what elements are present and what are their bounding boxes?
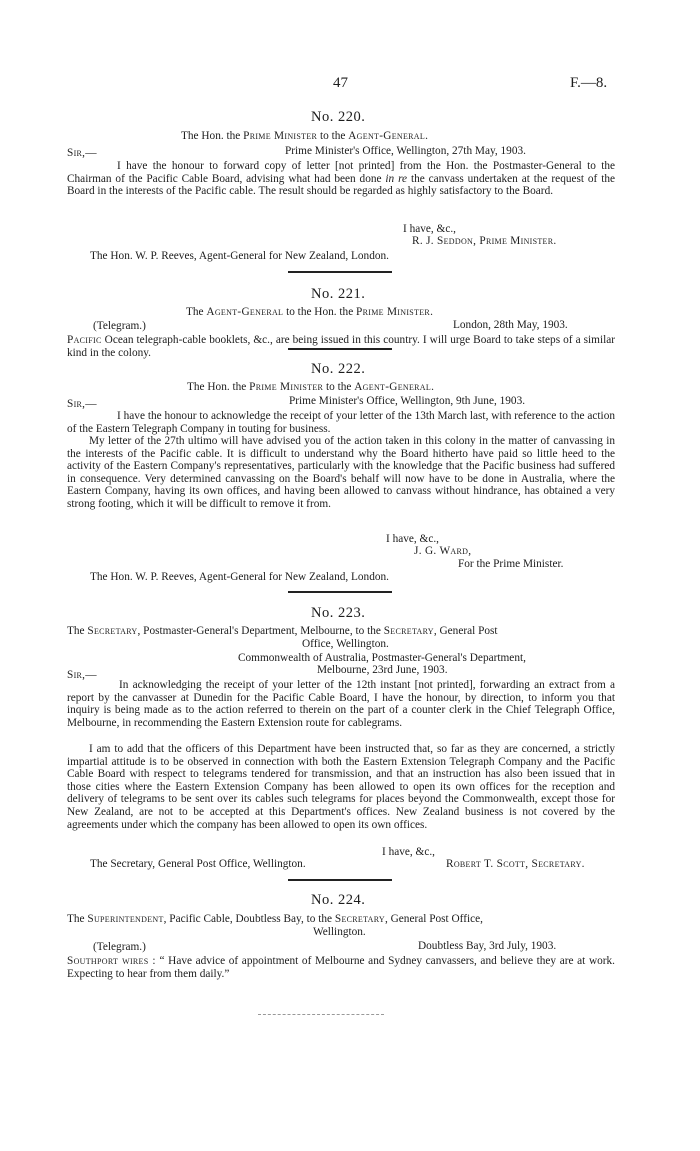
section-223-subtitle-line-2: Office, Wellington. — [302, 638, 389, 650]
body-text: “ Have advice of appointment of Melbourne and Sydney canvassers, and believe they are at work. Expecting to hear from them daily.” — [67, 955, 615, 980]
document-reference: F.—8. — [570, 75, 608, 91]
section-divider — [288, 591, 392, 593]
subtitle-to: Secretary — [383, 625, 434, 637]
subtitle-mid: , Pacific Cable, Doubtless Bay, to the — [163, 913, 335, 925]
section-220-dateline: Prime Minister's Office, Wellington, 27th May, 1903. — [285, 145, 526, 157]
subtitle-mid: to the Hon. the — [283, 306, 357, 318]
section-220-subtitle — [181, 131, 428, 142]
section-224-subtitle-line-2: Wellington. — [313, 926, 366, 938]
section-224-number: No. 224. — [311, 892, 366, 908]
subtitle-from: Agent-General — [206, 306, 284, 318]
section-222-paragraph-1: I have the honour to acknowledge the receipt of your letter of the 13th March last, with reference to the action of the Eastern Telegraph Company in touting for business. — [67, 410, 615, 435]
section-223-closing: I have, &c., — [382, 846, 436, 858]
body-lead: Southport wires : — [67, 955, 156, 967]
section-222-number: No. 222. — [311, 361, 366, 377]
section-222-addressee: The Hon. W. P. Reeves, Agent-General for New Zealand, London. — [90, 571, 389, 583]
section-223-paragraph-1: In acknowledging the receipt of your letter of the 12th instant [not printed], forwarding an extract from a report by the canvasser at Dunedin for the Pacific Cable Board, I have the honour, by direction, to inform you that inquiry is being made as to the action referred to therein on the part of a counter clerk in the Chief Telegraph Office, Melbourne, in recommending the Eastern Extension route for cablegrams. — [67, 679, 615, 729]
subtitle-pre: The Hon. the — [187, 381, 250, 393]
subtitle-to: Secretary — [334, 913, 385, 925]
body-part-2: the canvass undertaken at the request of the Board in the interests of the Pacific cable. The result should be regarded as highly satisfactory to the Board. — [67, 172, 616, 198]
subtitle-from: Secretary — [87, 625, 138, 637]
subtitle-from: Prime Minister — [249, 381, 324, 393]
section-221-body — [67, 334, 615, 359]
section-220-number: No. 220. — [311, 109, 366, 125]
body-part-in-re: in re — [385, 172, 408, 185]
subtitle-to: Agent-General — [348, 130, 426, 142]
subtitle-post: . — [425, 130, 428, 142]
end-ornament — [258, 1014, 384, 1015]
section-221-subtitle — [186, 307, 433, 318]
subtitle-to: Agent-General — [354, 381, 432, 393]
section-223-dateline-1: Commonwealth of Australia, Postmaster-General's Department, — [238, 652, 526, 664]
section-224-label: (Telegram.) — [93, 941, 146, 953]
subtitle-pre: The — [67, 913, 88, 925]
section-224-dateline: Doubtless Bay, 3rd July, 1903. — [418, 940, 557, 952]
page-number: 47 — [333, 75, 348, 91]
subtitle-pre: The — [67, 625, 88, 637]
section-220-body — [67, 160, 615, 198]
subtitle-pre: The — [186, 306, 207, 318]
subtitle-post: . — [431, 381, 434, 393]
body-text: Ocean telegraph-cable booklets, &c., are being issued in this country. I will urge Board to take steps of a similar kind in the colony. — [67, 334, 615, 359]
section-222-closing: I have, &c., — [386, 533, 440, 545]
section-221-dateline: London, 28th May, 1903. — [453, 319, 568, 331]
section-223-subtitle-line-1 — [67, 626, 498, 637]
section-divider — [288, 271, 392, 273]
section-223-addressee: The Secretary, General Post Office, Wellington. — [90, 858, 306, 870]
subtitle-post: , General Post Office, — [384, 913, 483, 925]
section-221-label: (Telegram.) — [93, 320, 146, 332]
section-220-closing: I have, &c., — [403, 223, 457, 235]
body-lead: Pacific — [67, 334, 102, 346]
section-223-number: No. 223. — [311, 605, 366, 621]
section-222-subtitle — [187, 382, 434, 393]
section-224-body — [67, 955, 615, 980]
section-221-number: No. 221. — [311, 286, 366, 302]
section-220-addressee: The Hon. W. P. Reeves, Agent-General for New Zealand, London. — [90, 250, 389, 262]
subtitle-from: Prime Minister — [243, 130, 318, 142]
subtitle-mid: to the — [317, 130, 349, 142]
section-222-signature-note: For the Prime Minister. — [458, 558, 564, 570]
section-223-dateline-2: Melbourne, 23rd June, 1903. — [317, 664, 448, 676]
subtitle-from: Superintendent — [87, 913, 164, 925]
subtitle-post: . — [430, 306, 433, 318]
section-223-signature: Robert T. Scott, Secretary. — [446, 858, 585, 870]
subtitle-post: , General Post — [433, 625, 498, 637]
body-part-1: I have the honour to forward copy of letter [not printed] from the Hon. the Postmaster-General to the Chairman of the Pacific Cable Board, advising what had been done — [67, 160, 615, 185]
subtitle-mid: to the — [323, 381, 355, 393]
section-224-subtitle-line-1 — [67, 914, 483, 925]
section-220-salutation: Sir,— — [67, 147, 97, 159]
section-223-salutation: Sir,— — [67, 669, 97, 681]
section-222-salutation: Sir,— — [67, 398, 97, 410]
subtitle-pre: The Hon. the — [181, 130, 244, 142]
subtitle-to: Prime Minister — [356, 306, 431, 318]
section-222-signature: J. G. Ward, — [414, 545, 472, 557]
section-divider — [288, 348, 392, 350]
subtitle-mid: , Postmaster-General's Department, Melbourne, to the — [137, 625, 384, 637]
section-220-signature: R. J. Seddon, Prime Minister. — [412, 235, 557, 247]
section-222-paragraph-2: My letter of the 27th ultimo will have advised you of the action taken in this colony in the matter of canvassing in the interests of the Pacific cable. It is difficult to understand why the Board hitherto have paid so little heed to the activity of the Eastern Company's representatives, particularly with the knowledge that the Pacific business had suffered in consequence. Very determined canvassing on the Board's behalf will now have to be done in Australia, where the Eastern Company, having its own offices, and having been allowed to canvass without hindrance, has obtained a very strong footing, which it will be difficult to remove it from. — [67, 435, 615, 510]
section-divider — [288, 879, 392, 881]
section-223-paragraph-2: I am to add that the officers of this Department have been instructed that, so far as they are concerned, a strictly impartial attitude is to be observed in connection with both the Eastern Extension Telegraph Company and the Pacific Cable Board with respect to telegrams tendered for transmission, and that an instruction has also been issued that in those cities where the Eastern Extension Company has been allowed to open its own offices for the reception and delivery of telegrams to be sent over its cables such telegrams for places beyond the Commonwealth, except those for New Zealand, are not to be accepted at this Department's offices. New Zealand business is not covered by the agreements under which the company has been allowed to open its own offices. — [67, 743, 615, 831]
section-222-dateline: Prime Minister's Office, Wellington, 9th June, 1903. — [289, 395, 526, 407]
